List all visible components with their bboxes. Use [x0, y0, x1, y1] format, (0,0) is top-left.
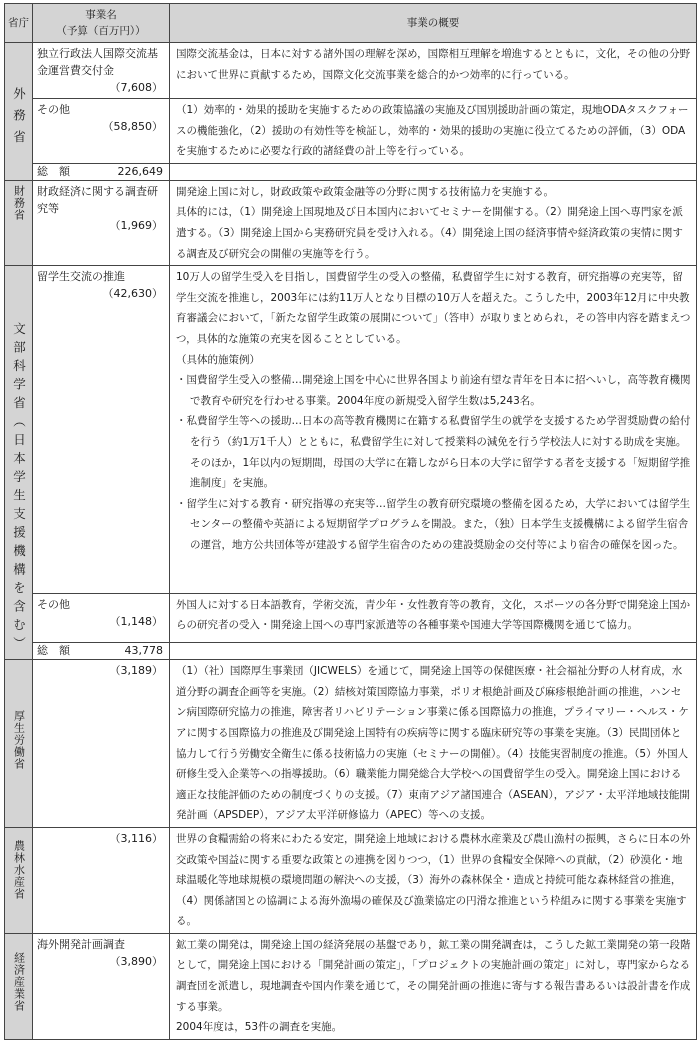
project-summary-cell — [170, 660, 697, 828]
ministry-cell — [5, 43, 33, 181]
project-summary-cell — [170, 593, 697, 643]
total-label: 総 額 — [37, 644, 70, 658]
project-name: その他 — [37, 103, 70, 116]
project-name: 留学生交流の推進 — [37, 270, 125, 284]
table-row — [5, 180, 697, 265]
table-row — [5, 933, 697, 1039]
project-name-cell — [33, 660, 170, 828]
project-budget: （3,890） — [109, 954, 163, 968]
total-row — [5, 163, 697, 180]
ministry-label: 外務省 — [11, 87, 27, 152]
summary-paragraph: 具体的には，（1）開発途上国現地及び日本国内においてセミナーを開催する。（2）開発途上国へ専門家を派遣する。（3）開発途上国から実務研究員を受け入れる。（4）開発途上国の経済事情や経済政策の実情に関する調査及び研究会の開催の実施等を行う。 — [176, 206, 683, 260]
project-summary-cell — [170, 933, 697, 1039]
table-row — [5, 827, 697, 933]
project-name: 財政経済に関する調査研究等 — [37, 184, 158, 215]
project-summary-cell — [170, 43, 697, 99]
table-row — [5, 266, 697, 593]
project-budget: （1,148） — [109, 614, 163, 628]
project-summary-cell — [170, 827, 697, 933]
header-summary: 事業の概要 — [170, 4, 697, 43]
total-label: 総 額 — [37, 164, 70, 178]
project-budget: （58,850） — [102, 120, 163, 133]
project-name: 海外開発計画調査 — [37, 937, 125, 951]
project-summary-cell — [170, 99, 697, 164]
project-name-cell — [33, 933, 170, 1039]
summary-paragraph: （1）効率的・効果的援助を実施するための政策協議の実施及び国別援助計画の策定，現地ODAタスクフォースの機能強化，（2）援助の有効性等を検証し，効率的・効果的援助の実施に役立てるための評価，（3）ODAを実施するために必要な行政的諸経費の計上等を行っている。 — [176, 104, 689, 158]
summary-paragraph: 鉱工業の開発は，開発途上国の経済発展の基盤であり，鉱工業の開発調査は，こうした鉱工業開発の第一段階として，開発途上国における「開発計画の策定」，「プロジェクトの実施計画の策定」に対し，専門家からなる調査団を派遣し，現地調査や国内作業を通じて，その開発計画の推進に寄与する報告書あるいは設計書を作成する事業。 — [176, 938, 691, 1013]
ministry-label: 文部科学省（日本学生支援機構を含む） — [11, 322, 27, 656]
total-empty-cell — [170, 163, 697, 180]
project-name: 独立行政法人国際交流基金運営費交付金 — [37, 47, 158, 77]
ministry-cell — [5, 660, 33, 828]
header-project-name — [33, 4, 170, 43]
table-row — [5, 593, 697, 643]
summary-paragraph: 外国人に対する日本語教育，学術交流，青少年・女性教育等の教育，文化，スポーツの各分野で開発途上国からの研究者の受入・開発途上国への専門家派遣等の各種事業や国連大学等国際機関を通じて協力。 — [176, 598, 691, 632]
summary-bullet: ・国費留学生受入の整備…開発途上国を中心に世界各国より前途有望な青年を日本に招へいし，高等教育機関で教育や研究を行わせる事業。2004年度の新規受入留学生数は5,243名。 — [176, 374, 691, 407]
project-name: その他 — [37, 597, 70, 611]
project-name-cell — [33, 43, 170, 99]
project-name-cell — [33, 180, 170, 265]
header-ministry: 省庁 — [5, 4, 33, 43]
ministry-cell — [5, 933, 33, 1039]
ministry-cell — [5, 266, 33, 660]
total-value: 43,778 — [124, 644, 163, 658]
project-name-cell — [33, 827, 170, 933]
project-name-cell — [33, 266, 170, 593]
oda-project-table — [4, 3, 697, 1040]
summary-bullet: ・私費留学生等への援助…日本の高等教育機関に在籍する私費留学生の就学を支援するため学習奨励費の給付を行う（約1万1千人）とともに，私費留学生に対して授業料の減免を行う学校法人に対する助成を実施。そのほか，1年以内の短期間，母国の大学に在籍しながら日本の大学に留学する者を支援する「短期留学推進制度」を実施。 — [176, 415, 691, 490]
project-budget: （3,189） — [109, 664, 163, 678]
summary-paragraph: （具体的施策例） — [176, 353, 260, 366]
table-row — [5, 660, 697, 828]
project-budget: （7,608） — [109, 81, 163, 94]
total-cell — [33, 643, 170, 660]
total-row — [5, 643, 697, 660]
ministry-label: 経済産業省 — [12, 951, 26, 1012]
project-summary-cell — [170, 266, 697, 593]
summary-paragraph: 10万人の留学生受入を目指し，国費留学生の受入の整備，私費留学生に対する教育，研究指導の充実等，留学生交流を推進し，2003年には約11万人となり目標の10万人を超えた。こうした中，2003年12月に中央教育審議会において，「新たな留学生政策の展開について」（答申）が取りまとめられ，その答申内容を踏まえつつ，具体的な施策の充実を図ることとしている。 — [176, 271, 691, 345]
project-name-cell — [33, 593, 170, 643]
header-budget-unit: （予算（百万円）） — [56, 25, 146, 37]
ministry-cell — [5, 180, 33, 265]
ministry-label: 財務省 — [12, 184, 26, 221]
summary-paragraph: 開発途上国に対し，財政政策や政策金融等の分野に関する技術協力を実施する。 — [176, 185, 554, 198]
project-budget: （3,116） — [109, 831, 163, 845]
total-empty-cell — [170, 643, 697, 660]
table-header-row — [5, 4, 697, 43]
ministry-cell — [5, 827, 33, 933]
summary-paragraph: （1）（社）国際厚生事業団（JICWELS）を通じて，開発途上国等の保健医療・社会福祉分野の人材育成，水道分野の調査企画等を実施。（2）結核対策国際協力事業，ポリオ根絶計画及び麻疹根絶計画の推進，ハンセン病国際研究協力の推進，障害者リハビリテーション事業に係る国際協力の推進，プライマリー・ヘルス・ケアに関する国際協力の推進及び開発途上国特有の疾病等に関する臨床研究等の事業を実施。（3）民間団体と協力して行う労働安全衛生に係る技術協力の実施（セミナーの開催）。（4）技能実習制度の推進。（5）外国人研修生受入企業等への指導援助。（6）職業能力開発総合大学校への国費留学生の受入。開発途上国における適正な技能評価のための制度づくりの支援。（7）東南アジア諸国連合（ASEAN），アジア・太平洋地域技能開発計画（APSDEP），アジア太平洋研修協力（APEC）等への支援。 — [176, 665, 690, 822]
oda-project-table-page — [4, 3, 696, 1040]
summary-paragraph: 世界の食糧需給の将来にわたる安定，開発途上地域における農林水産業及び農山漁村の振興，さらに日本の外交政策や国益に関する重要な政策との連携を図りつつ，（1）世界の食糧安全保障への貢献，（2）砂漠化・地球温暖化等地球規模の環境問題の解決への支援，（3）海外の森林保全・造成と持続可能な森林経営の推進，（4）関係諸国との協調による海外漁場の確保及び漁業協定の円滑な推進という枠組みに関する事業を実施する。 — [176, 832, 691, 928]
project-name-cell — [33, 99, 170, 164]
ministry-label: 農林水産省 — [12, 839, 26, 900]
ministry-label: 厚生労働省 — [12, 710, 26, 771]
project-budget: （1,969） — [109, 218, 163, 232]
header-project-name-label: 事業名 — [85, 9, 117, 21]
total-cell — [33, 163, 170, 180]
summary-paragraph: 2004年度は，53件の調査を実施。 — [176, 1021, 343, 1034]
project-budget: （42,630） — [102, 287, 163, 301]
table-row — [5, 99, 697, 164]
total-value: 226,649 — [117, 164, 163, 178]
table-row — [5, 43, 697, 99]
project-summary-cell — [170, 180, 697, 265]
summary-bullet: ・留学生に対する教育・研究指導の充実等…留学生の教育研究環境の整備を図るため，大学においては留学生センターの整備や英語による短期留学プログラムを開設。また，（独）日本学生支援機構による留学生宿舎の運営，地方公共団体等が建設する留学生宿舎のための建設奨励金の交付等により宿舎の確保を図った。 — [176, 497, 691, 551]
summary-paragraph: 国際交流基金は，日本に対する諸外国の理解を深め，国際相互理解を増進するとともに，文化，その他の分野において世界に貢献するため，国際文化交流事業を総合的かつ効率的に行っている。 — [176, 48, 691, 81]
